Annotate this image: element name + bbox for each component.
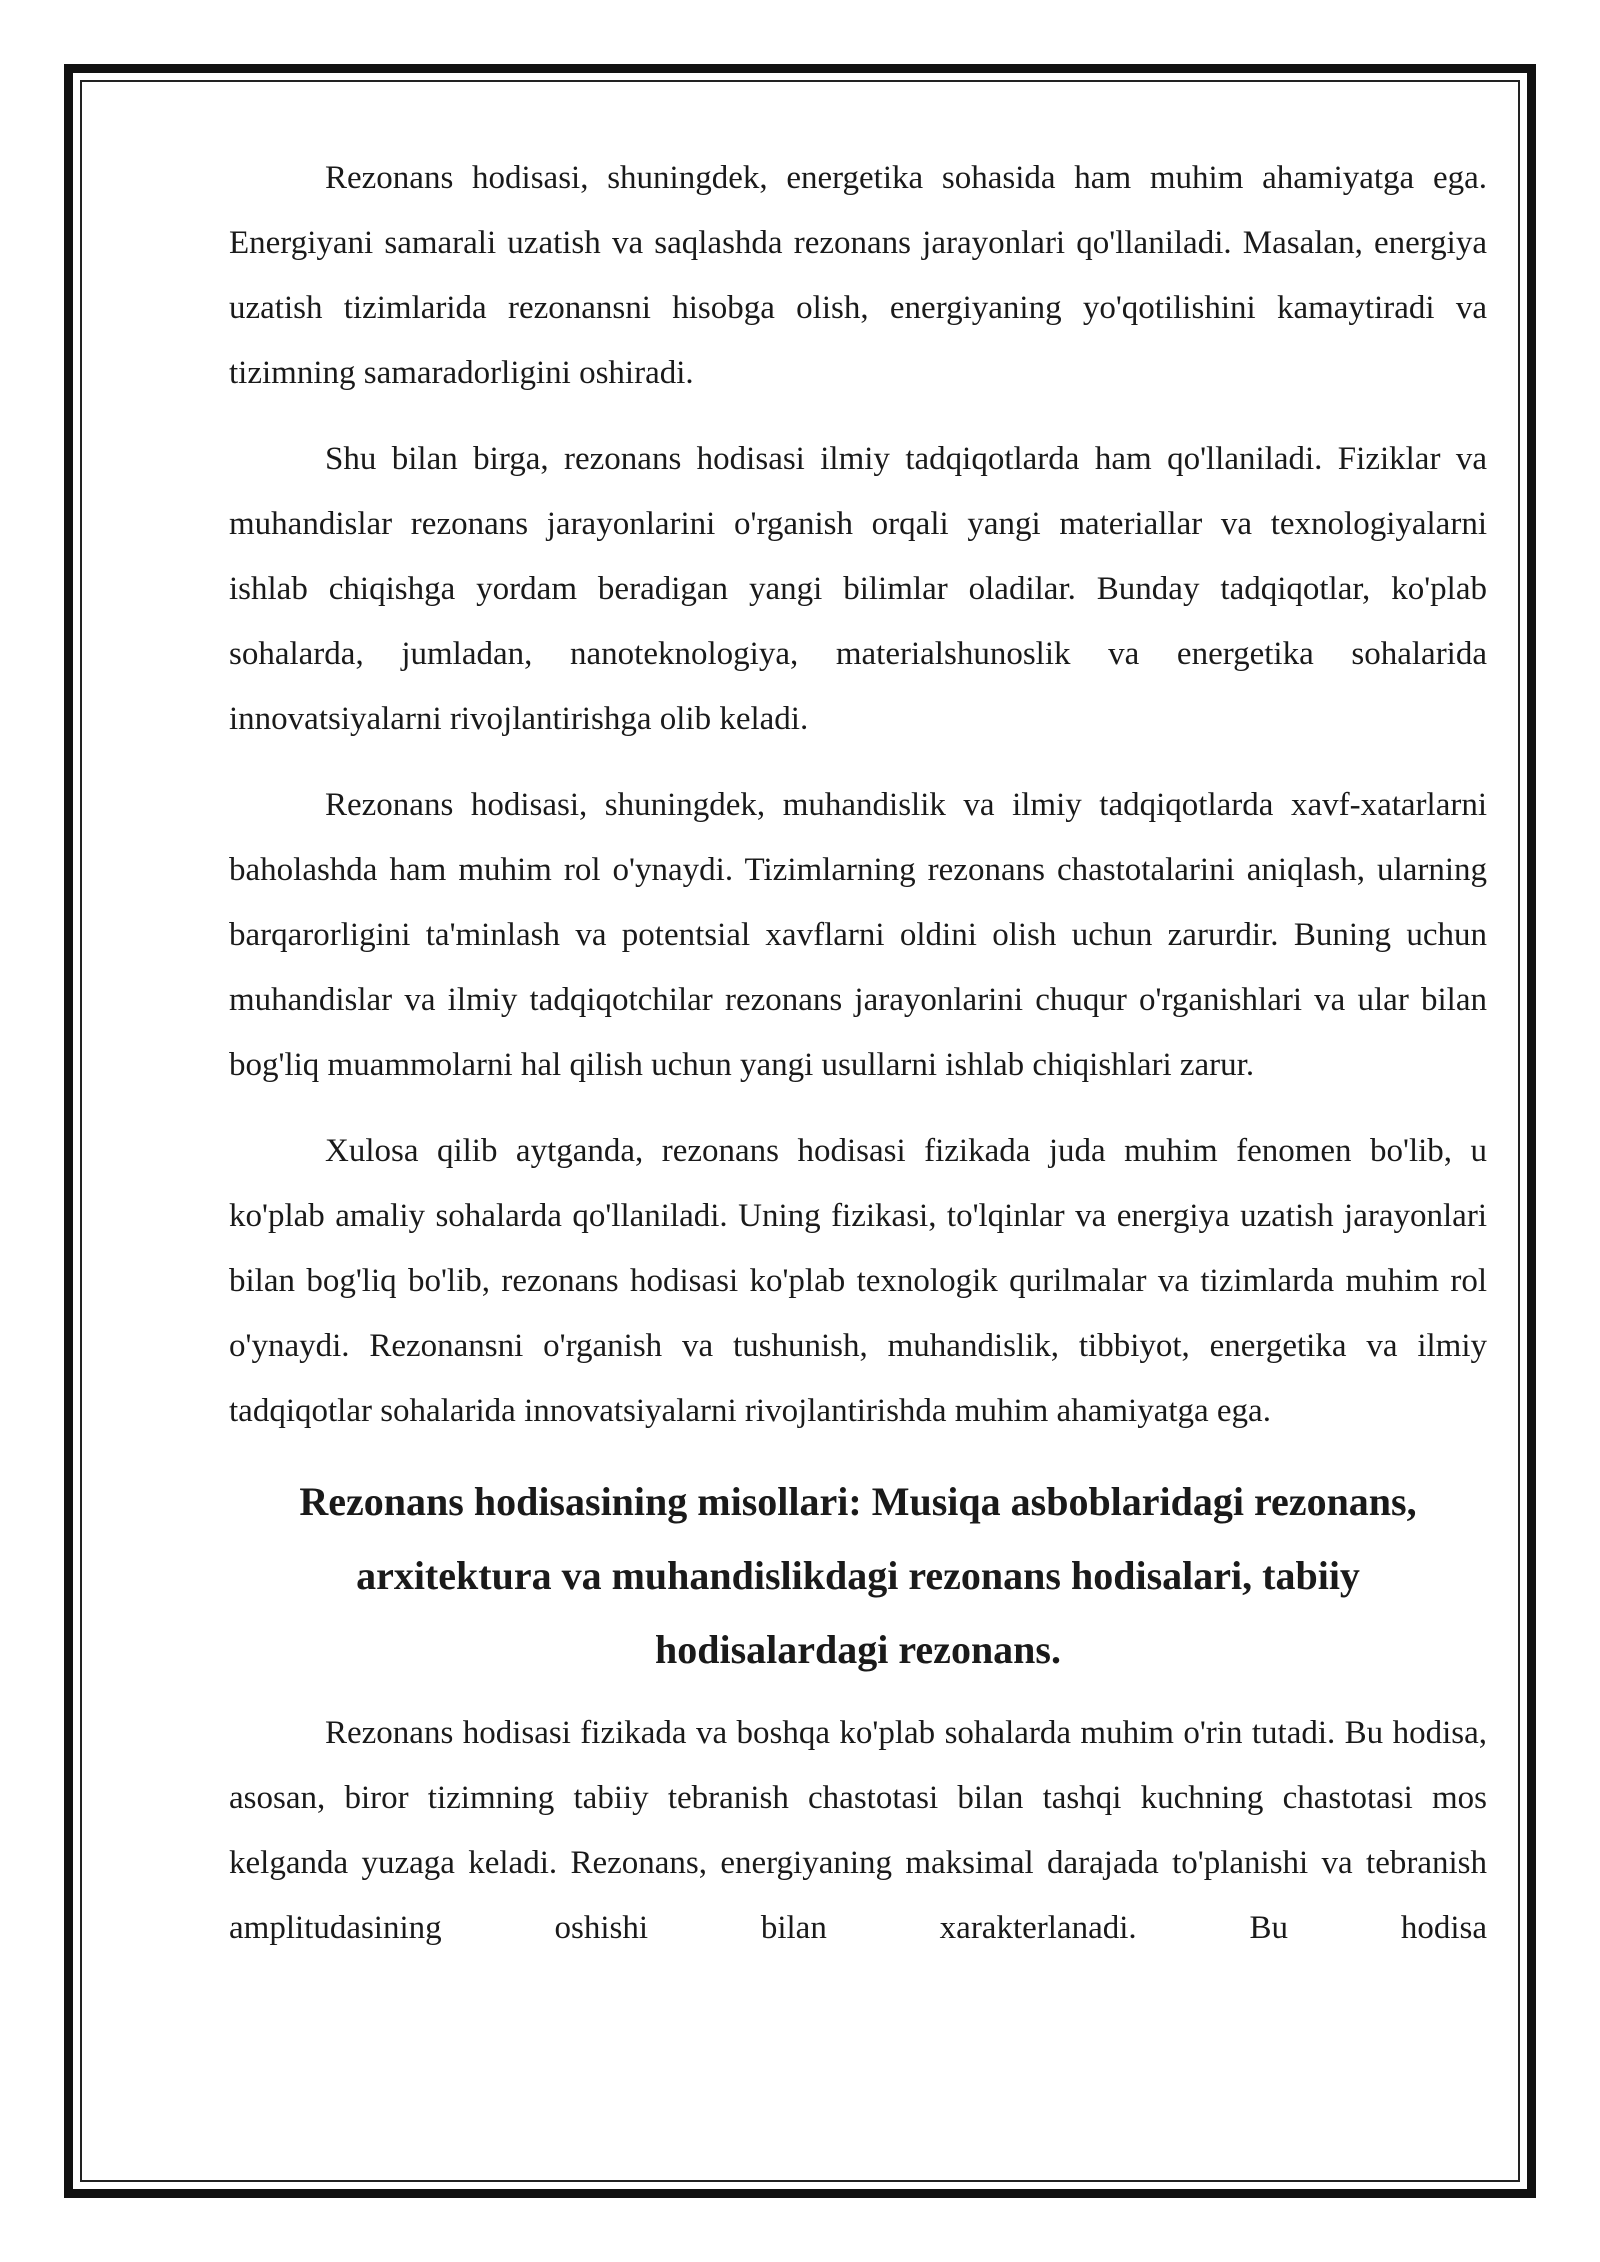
- paragraph-rezonans-misollari: Rezonans hodisasi fizikada va boshqa ko'plab sohalarda muhim o'rin tutadi. Bu hodisa, asosan, biror tizimning tabiiy tebranish chastotasi bilan tashqi kuchning chastotasi mos kelganda yuzaga keladi. Rezonans, energiyaning maksimal darajada to'planishi va tebranish amplitudasining oshishi bilan xarakterlanadi. Bu hodisa: [229, 1715, 1487, 1946]
- document-body: [229, 146, 1487, 1982]
- section-heading: Rezonans hodisasining misollari: Musiqa asboblaridagi rezonans, arxitektura va muhandislikdagi rezonans hodisalari, tabiiy hodisalardagi rezonans.: [299, 1479, 1417, 1672]
- paragraph-energetika: Rezonans hodisasi, shuningdek, energetika sohasida ham muhim ahamiyatga ega. Energiyani samarali uzatish va saqlashda rezonans jarayonlari qo'llaniladi. Masalan, energiya uzatish tizimlarida rezonansni hisobga olish, energiyaning yo'qotilishini kamaytiradi va tizimning samaradorligini oshiradi.: [229, 160, 1487, 391]
- paragraph-xavf-xatarlar: Rezonans hodisasi, shuningdek, muhandislik va ilmiy tadqiqotlarda xavf-xatarlarni baholashda ham muhim rol o'ynaydi. Tizimlarning rezonans chastotalarini aniqlash, ularning barqarorligini ta'minlash va potentsial xavflarni oldini olish uchun zarurdir. Buning uchun muhandislar va ilmiy tadqiqotchilar rezonans jarayonlarini chuqur o'rganishlari va ular bilan bog'liq muammolarni hal qilish uchun yangi usullarni ishlab chiqishlari zarur.: [229, 787, 1487, 1083]
- paragraph-xulosa: Xulosa qilib aytganda, rezonans hodisasi fizikada juda muhim fenomen bo'lib, u ko'plab amaliy sohalarda qo'llaniladi. Uning fizikasi, to'lqinlar va energiya uzatish jarayonlari bilan bog'liq bo'lib, rezonans hodisasi ko'plab texnologik qurilmalar va tizimlarda muhim rol o'ynaydi. Rezonansni o'rganish va tushunish, muhandislik, tibbiyot, energetika va ilmiy tadqiqotlar sohalarida innovatsiyalarni rivojlantirishda muhim ahamiyatga ega.: [229, 1133, 1487, 1429]
- paragraph-ilmiy-tadqiqotlar: Shu bilan birga, rezonans hodisasi ilmiy tadqiqotlarda ham qo'llaniladi. Fiziklar va muhandislar rezonans jarayonlarini o'rganish orqali yangi materiallar va texnologiyalarni ishlab chiqishga yordam beradigan yangi bilimlar oladilar. Bunday tadqiqotlar, ko'plab sohalarda, jumladan, nanoteknologiya, materialshunoslik va energetika sohalarida innovatsiyalarni rivojlantirishga olib keladi.: [229, 441, 1487, 737]
